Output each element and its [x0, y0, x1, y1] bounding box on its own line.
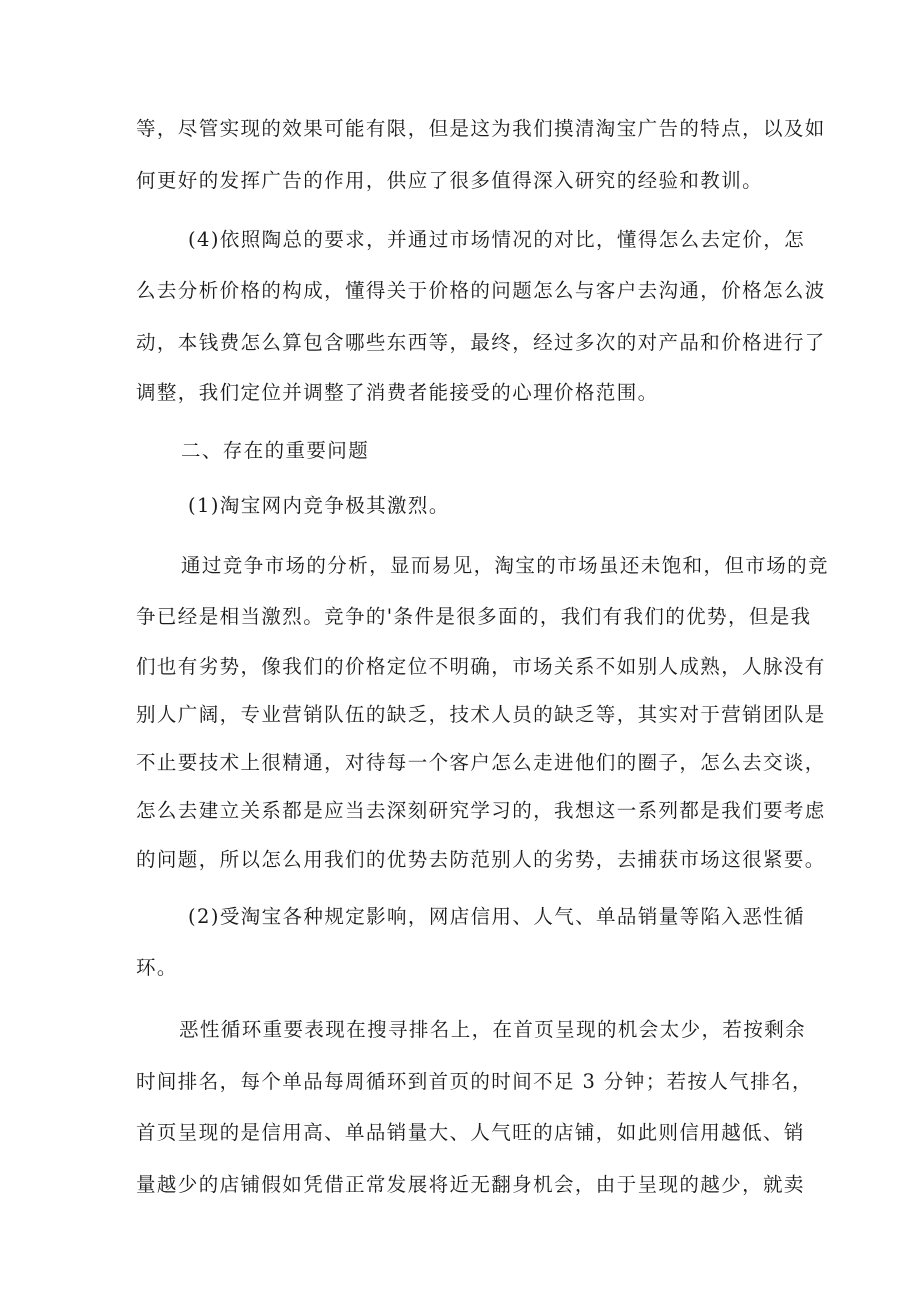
text-line: (4)依照陶总的要求，并通过市场情况的对比，懂得怎么去定价，怎: [188, 228, 806, 251]
section-heading: 二、存在的重要问题: [181, 439, 370, 462]
text-line: 怎么去建立关系都是应当去深刻研究学习的，我想这一系列都是我们要考虑: [136, 799, 826, 822]
text-line: 环。: [136, 956, 178, 979]
text-line: 的问题，所以怎么用我们的优势去防范别人的劣势，去捕获市场这很紧要。: [136, 848, 826, 871]
text-line: 何更好的发挥广告的作用，供应了很多值得深入研究的经验和教训。: [136, 169, 764, 192]
text-line: 们也有劣势，像我们的价格定位不明确，市场关系不如别人成熟，人脉没有: [136, 655, 826, 678]
text-line: 动，本钱费怎么算包含哪些东西等，最终，经过多次的对产品和价格进行了: [136, 331, 826, 354]
text-line: 调整，我们定位并调整了消费者能接受的心理价格范围。: [136, 381, 659, 404]
text-line: 恶性循环重要表现在搜寻排名上，在首页呈现的机会太少，若按剩余: [179, 1018, 807, 1041]
text-line: 时间排名，每个单品每周循环到首页的时间不足 3 分钟；若按人气排名，: [136, 1070, 813, 1093]
text-line: 首页呈现的是信用高、单品销量大、人气旺的店铺，如此则信用越低、销: [136, 1121, 805, 1144]
text-line: 不止要技术上很精通，对待每一个客户怎么走进他们的圈子，怎么去交谈，: [136, 751, 826, 774]
subsection-heading: (1)淘宝网内竞争极其激烈。: [188, 494, 450, 517]
text-line: 么去分析价格的构成，懂得关于价格的问题怎么与客户去沟通，价格怎么波: [136, 279, 826, 302]
text-line: 等，尽管实现的效果可能有限，但是这为我们摸清淘宝广告的特点，以及如: [136, 117, 826, 140]
text-line: (2)受淘宝各种规定影响，网店信用、人气、单品销量等陷入恶性循: [188, 905, 806, 928]
text-line: 别人广阔，专业营销队伍的缺乏，技术人员的缺乏等，其实对于营销团队是: [136, 703, 826, 726]
text-line: 量越少的店铺假如凭借正常发展将近无翻身机会，由于呈现的越少，就卖: [136, 1173, 805, 1196]
text-line: 通过竞争市场的分析，显而易见，淘宝的市场虽还未饱和，但市场的竞: [181, 554, 829, 577]
text-line: 争已经是相当激烈。竞争的'条件是很多面的，我们有我们的优势，但是我: [136, 605, 812, 628]
